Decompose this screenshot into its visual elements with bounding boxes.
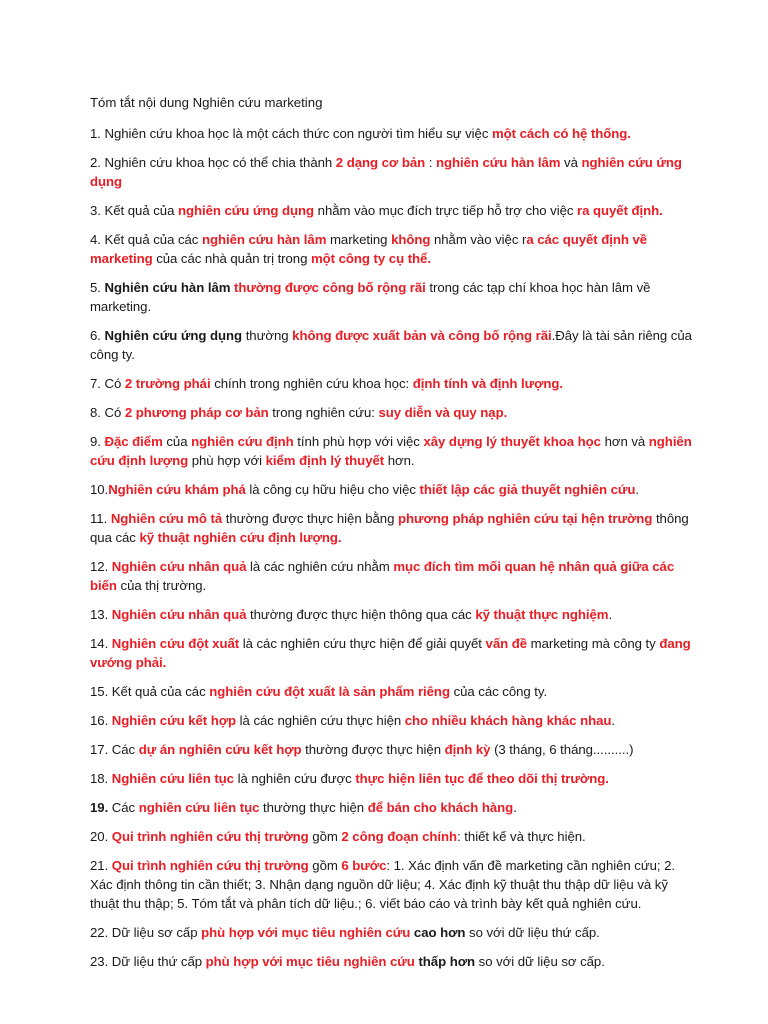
highlighted-text: thiết lập các giả thuyết nghiên cứu [419,482,636,497]
item-text: 14. [90,636,112,651]
highlighted-text: 2 phương pháp cơ bản [124,405,269,420]
list-item [90,153,698,191]
item-text: 22. Dữ liệu sơ cấp [90,925,202,940]
document-title: Tóm tắt nội dung Nghiên cứu marketing [90,95,323,110]
highlighted-text: Nghiên cứu liên tục [111,771,234,786]
item-text: 12. [90,559,112,574]
highlighted-text: dự án nghiên cứu kết hợp [138,742,302,757]
item-text: trong nghiên cứu: [268,405,379,420]
item-text: marketing [326,232,392,247]
highlighted-text: mục đích tìm mối quan hệ nhân quả giữa các biến [90,559,675,593]
item-text: là các nghiên cứu thực hiện để giải quyết [239,636,486,651]
highlighted-text: nghiên cứu ứng dụng [177,203,315,218]
list-item [90,557,698,595]
highlighted-text: ra quyết định. [577,203,663,218]
highlighted-text: Nghiên cứu kết hợp [111,713,237,728]
item-text: : 1. Xác định vấn đề marketing cần nghiên cứu; 2. Xác định thông tin cần thiết; 3. Nhận dạng nguồn dữ liệu; 4. Xác định kỹ thuật thu thập dữ liệu và kỹ thuật thu thập; 5. Tóm tắt và phân tích dữ liệu.; 6. viết báo cáo và trình bày kết quả nghiên cứu. [90,858,676,911]
highlighted-text: nghiên cứu liên tục [138,800,260,815]
item-text: Các [108,800,139,815]
item-text: tính phù hợp với việc [293,434,424,449]
list-item [90,682,698,701]
list-item [90,326,698,364]
item-text: của các nhà quản trị trong [152,251,311,266]
item-text: 1. Nghiên cứu khoa học là một cách thức con người tìm hiểu sự việc [90,126,492,141]
highlighted-text: Qui trình nghiên cứu thị trường [111,858,309,873]
highlighted-text: Nghiên cứu mô tả [110,511,223,526]
item-text: thông qua các [90,511,689,545]
item-text: trong các tạp chí khoa học hàn lâm về marketing. [90,280,651,314]
highlighted-text: suy diễn và quy nạp. [378,405,508,420]
highlighted-text: nghiên cứu hàn lâm [435,155,561,170]
item-text: thường thực hiện [259,800,368,815]
highlighted-text: phù hợp với mục tiêu nghiên cứu [201,925,411,940]
list-item [90,952,698,971]
list-item [90,827,698,846]
item-text: 6. [90,328,105,343]
item-text: hơn và [600,434,649,449]
item-text: 4. Kết quả của các [90,232,202,247]
highlighted-text: 19. [90,800,109,815]
highlighted-text: Nghiên cứu đột xuất [111,636,240,651]
list-item [90,403,698,422]
highlighted-text: thường được công bố rộng rãi [234,280,426,295]
highlighted-text: nghiên cứu ứng dụng [90,155,682,189]
item-text: : thiết kế và thực hiện. [457,829,586,844]
highlighted-text: phù hợp với mục tiêu nghiên cứu [205,954,415,969]
item-text: 16. [90,713,112,728]
list-item [90,230,698,268]
list-item [90,856,698,913]
highlighted-text: đang vướng phải. [90,636,691,670]
highlighted-text: Nghiên cứu nhân quả [111,559,247,574]
highlighted-text: nghiên cứu hàn lâm [201,232,327,247]
list-item [90,711,698,730]
item-text: của các công ty. [449,684,548,699]
item-text: . [611,713,615,728]
highlighted-text: nghiên cứu định lượng [90,434,692,468]
item-text: . [513,800,517,815]
list-item [90,278,698,316]
list-item [90,634,698,672]
item-text: là các nghiên cứu thực hiện [236,713,405,728]
item-text: là nghiên cứu được [233,771,356,786]
highlighted-text: 2 công đoạn chính [341,829,458,844]
item-text: 20. [90,829,112,844]
highlighted-text: vấn đề [485,636,528,651]
list-item [90,605,698,624]
highlighted-text: 2 trường phái [124,376,211,391]
highlighted-text: 6 bước [341,858,387,873]
highlighted-text: để bán cho khách hàng [367,800,514,815]
highlighted-text: 2 dạng cơ bản [335,155,426,170]
highlighted-text: định kỳ [444,742,491,757]
highlighted-text: Nghiên cứu khám phá [108,482,246,497]
item-text: thường được thực hiện bằng [222,511,398,526]
item-text: của [162,434,192,449]
item-text: 3. Kết quả của [90,203,178,218]
item-text: nhằm vào mục đích trực tiếp hỗ trợ cho việc [314,203,578,218]
item-text: nhằm vào việc r [430,232,527,247]
highlighted-text: kiểm định lý thuyết [265,453,385,468]
item-text: 23. Dữ liệu thứ cấp [90,954,206,969]
item-text: là các nghiên cứu nhằm [246,559,394,574]
item-text: 5. [90,280,105,295]
item-text: 18. [90,771,112,786]
highlighted-text: Đặc điểm [104,434,163,449]
item-text: chính trong nghiên cứu khoa học: [210,376,413,391]
item-text: thường được thực hiện [301,742,445,757]
item-text: thường [242,328,293,343]
highlighted-text: a các quyết định về marketing [90,232,648,266]
summary-list [90,124,698,971]
list-item [90,432,698,470]
item-text: . [608,607,613,622]
highlighted-text: xây dựng lý thuyết khoa học [423,434,601,449]
item-text: gồm [308,858,342,873]
list-item [90,480,698,499]
item-text: : [425,155,436,170]
list-item [90,201,698,220]
item-text: so với dữ liệu sơ cấp. [475,954,605,969]
highlighted-text: phương pháp nghiên cứu tại hện trường [397,511,653,526]
highlighted-text: thực hiện liên tục để theo dõi thị trường. [355,771,609,786]
highlighted-text: thấp hơn [418,954,476,969]
highlighted-text: Qui trình nghiên cứu thị trường [111,829,309,844]
item-text: 11. [90,511,111,526]
item-text: gồm [308,829,342,844]
list-item [90,124,698,143]
highlighted-text: Nghiên cứu hàn lâm [104,280,231,295]
item-text: phù hợp với [188,453,266,468]
highlighted-text: cho nhiều khách hàng khác nhau [404,713,612,728]
highlighted-text: Nghiên cứu ứng dụng [104,328,243,343]
item-text: (3 tháng, 6 tháng..........) [490,742,634,757]
highlighted-text: nghiên cứu đột xuất là sản phẩm riêng [209,684,450,699]
item-text: 15. Kết quả của các [90,684,210,699]
highlighted-text: Nghiên cứu nhân quả [111,607,247,622]
list-item [90,769,698,788]
item-text: thường được thực hiện thông qua các [246,607,476,622]
highlighted-text: nghiên cứu định [191,434,294,449]
item-text: 2. Nghiên cứu khoa học có thể chia thành [90,155,336,170]
highlighted-text: kỹ thuật nghiên cứu định lượng. [139,530,342,545]
item-text: 9. [90,434,105,449]
item-text: 7. Có [90,376,125,391]
item-text: và [560,155,582,170]
item-text: .Đây là tài sản riêng của công ty. [90,328,692,362]
highlighted-text: không được xuất bản và công bố rộng rãi [292,328,552,343]
highlighted-text: cao hơn [413,925,466,940]
highlighted-text: một công ty cụ thể. [311,251,431,266]
list-item [90,798,698,817]
item-text: marketing mà công ty [527,636,660,651]
item-text: 8. Có [90,405,125,420]
highlighted-text: không [391,232,431,247]
list-item [90,374,698,393]
item-text: của thị trường. [116,578,207,593]
highlighted-text: định tính và định lượng. [412,376,564,391]
list-item [90,740,698,759]
item-text: 13. [90,607,112,622]
item-text: 10. [90,482,109,497]
item-text: . [635,482,640,497]
list-item [90,923,698,942]
item-text: là công cụ hữu hiệu cho việc [245,482,420,497]
item-text: 21. [90,858,112,873]
highlighted-text: kỹ thuật thực nghiệm [475,607,609,622]
list-item [90,509,698,547]
item-text: so với dữ liệu thứ cấp. [465,925,600,940]
highlighted-text: một cách có hệ thống. [492,126,631,141]
item-text: 17. Các [90,742,139,757]
item-text: hơn. [384,453,415,468]
